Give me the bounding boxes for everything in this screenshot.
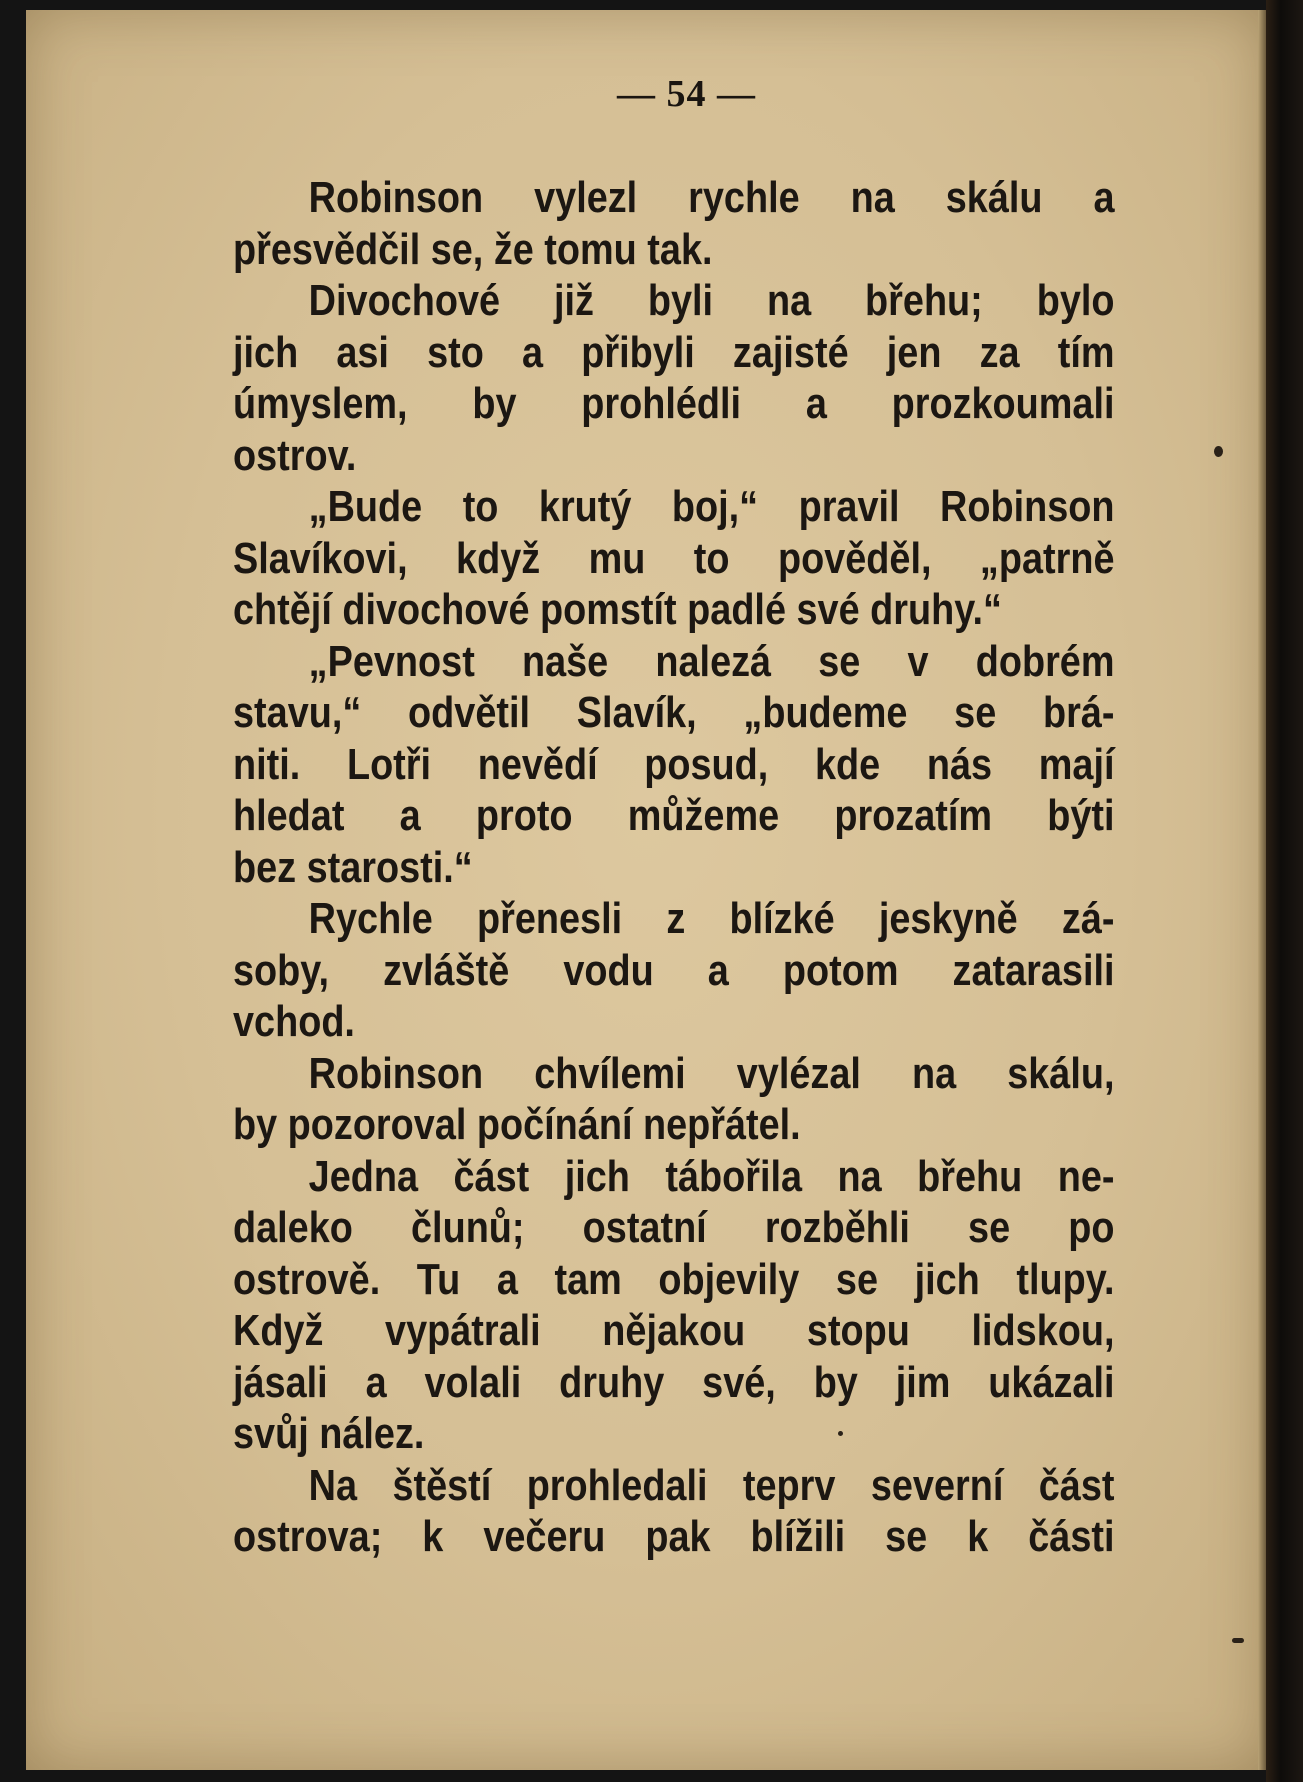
- book-spine: [1266, 0, 1303, 1782]
- text-line: stavu,“ odvětil Slavík, „budeme se brá-: [233, 688, 1115, 737]
- text-line: bez starosti.“: [233, 842, 473, 892]
- text-line: ostrova; k večeru pak blížili se k části: [233, 1512, 1115, 1561]
- text-line: „Pevnost naše nalezá se v dobrém: [308, 636, 1115, 686]
- text-line: by pozoroval počínání nepřátel.: [233, 1100, 801, 1149]
- text-line: Když vypátrali nějakou stopu lidskou,: [233, 1306, 1115, 1355]
- text-line: Divochové již byli na břehu; bylo: [308, 276, 1115, 325]
- text-line: ostrov.: [233, 430, 357, 480]
- ink-speck: [1232, 1638, 1244, 1643]
- body-text: [233, 172, 1115, 1563]
- text-line: Na štěstí prohledali teprv severní část: [308, 1460, 1115, 1510]
- text-line: Robinson chvílemi vylézal na skálu,: [308, 1048, 1115, 1098]
- text-line: jich asi sto a přibyli zajisté jen za tím: [233, 327, 1115, 377]
- text-line: Robinson vylezl rychle na skálu a: [308, 173, 1115, 222]
- text-line: chtějí divochové pomstít padlé své druhy.“: [233, 585, 1002, 634]
- text-line: jásali a volali druhy své, by jim ukázali: [233, 1357, 1115, 1407]
- text-line: Rychle přenesli z blízké jeskyně zá-: [308, 894, 1115, 943]
- ink-speck: [1214, 446, 1223, 457]
- text-line: Slavíkovi, když mu to pověděl, „patrně: [233, 533, 1115, 583]
- ink-speck: [838, 1431, 843, 1436]
- text-line: „Bude to krutý boj,“ pravil Robinson: [308, 482, 1115, 531]
- text-line: vchod.: [233, 997, 355, 1046]
- text-line: úmyslem, by prohlédli a prozkoumali: [233, 379, 1115, 428]
- text-line: niti. Lotři nevědí posud, kde nás mají: [233, 739, 1115, 789]
- page-number: — 54 —: [617, 73, 756, 115]
- text-line: hledat a proto můžeme prozatím býti: [233, 791, 1115, 840]
- page-edge: [1258, 10, 1266, 1770]
- text-line: daleko člunů; ostatní rozběhli se po: [233, 1203, 1115, 1252]
- text-line: přesvědčil se, že tomu tak.: [233, 224, 713, 274]
- text-line: soby, zvláště vodu a potom zatarasili: [233, 945, 1115, 995]
- text-line: svůj nález.: [233, 1409, 425, 1458]
- text-line: ostrově. Tu a tam objevily se jich tlupy.: [233, 1254, 1115, 1304]
- text-line: Jedna část jich tábořila na břehu ne-: [308, 1151, 1115, 1201]
